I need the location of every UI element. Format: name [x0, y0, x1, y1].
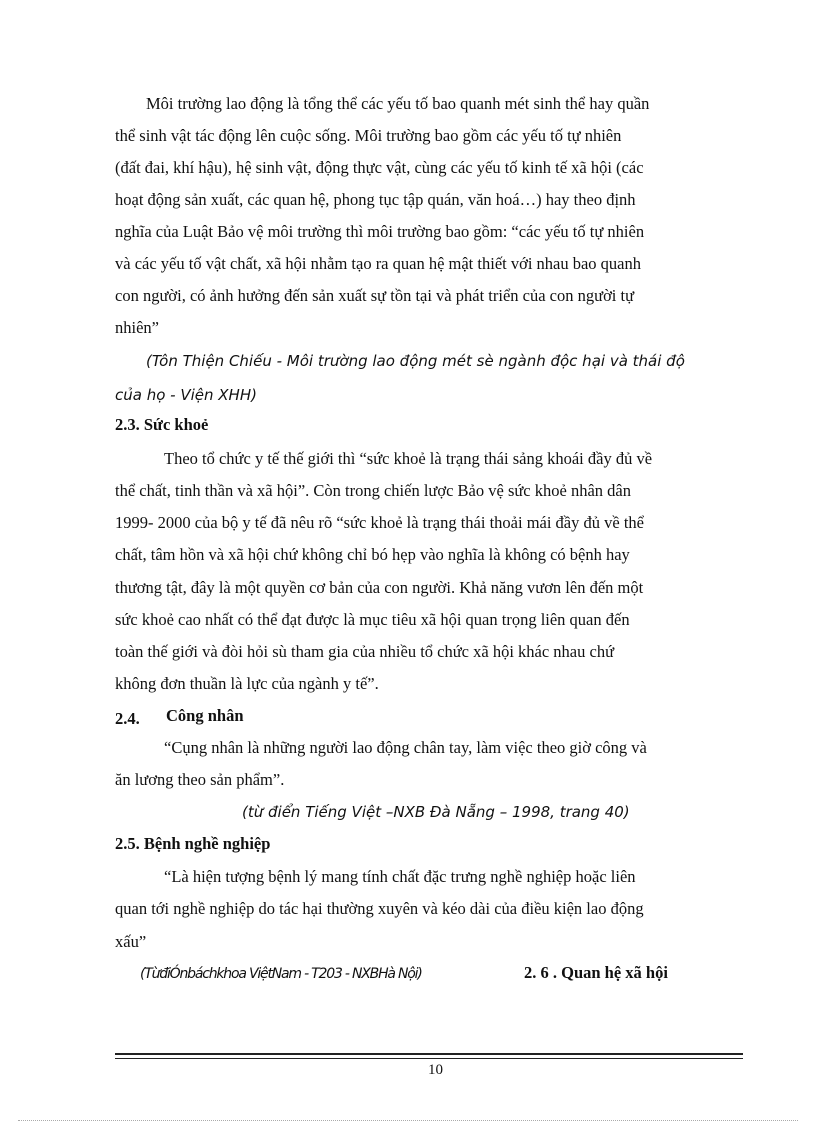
paragraph-line: nghĩa của Luật Bảo vệ môi trường thì môi trường bao gồm: “các yếu tố tự nhiên	[115, 222, 645, 241]
paragraph-line	[115, 126, 768, 146]
section-heading-2-6: 2. 6 . Quan hệ xã hội	[524, 963, 668, 982]
paragraph-line: chất, tâm hồn và xã hội chứ không chỉ bó hẹp vào nghĩa là không có bệnh hay	[115, 545, 630, 564]
paragraph-line: và các yếu tố vật chất, xã hội nhằm tạo ra quan hệ mật thiết với nhau bao quanh	[115, 254, 642, 273]
paragraph-line: “Là hiện tượng bệnh lý mang tính chất đặc trưng nghề nghiệp hoặc liên	[164, 867, 636, 886]
paragraph-line: (đất đai, khí hậu), hệ sinh vật, động thực vật, cùng các yếu tố kinh tế xã hội (các	[115, 158, 644, 177]
paragraph-line: thương tật, đây là một quyền cơ bản của con người. Khả năng vươn lên đến một	[115, 578, 644, 597]
paragraph-line: nhiên”	[115, 318, 159, 337]
page-number: 10	[428, 1062, 443, 1078]
paragraph-line: không đơn thuần là lực của ngành y tế”.	[115, 674, 379, 693]
section-heading-2-4-number: 2.4.	[115, 709, 140, 728]
paragraph-line: 1999- 2000 của bộ y tế đã nêu rõ “sức khoẻ là trạng thái thoải mái đầy đủ về thể	[115, 513, 644, 532]
paragraph-line: hoạt động sản xuất, các quan hệ, phong tục tập quán, văn hoá…) hay theo định	[115, 190, 636, 209]
section-heading-2-5: 2.5. Bệnh nghề nghiệp	[115, 834, 271, 853]
section-heading-2-3: 2.3. Sức khoẻ	[115, 415, 209, 434]
paragraph-line: toàn thế giới và đòi hỏi sù tham gia của nhiều tổ chức xã hội khác nhau chứ	[115, 642, 615, 661]
line-text: thể sinh vật tác động lên cuộc sống. Môi trường bao gồm các yếu tố tự nhiên	[115, 126, 622, 145]
section-heading-2-4-title: Công nhân	[166, 706, 244, 725]
page-bottom-border	[18, 1120, 798, 1121]
citation-line: của họ - Viện XHH)	[115, 386, 257, 404]
footer-rule	[115, 1053, 743, 1055]
footer-rule-thin	[115, 1058, 743, 1059]
paragraph-line: sức khoẻ cao nhất có thể đạt được là mục tiêu xã hội quan trọng liên quan đến	[115, 610, 630, 629]
paragraph-line: “Cụng nhân là những người lao động chân tay, làm việc theo giờ công và	[164, 738, 647, 757]
paragraph-line: quan tới nghề nghiệp do tác hại thường xuyên và kéo dài của điều kiện lao động	[115, 899, 644, 918]
citation-line: (Tôn Thiện Chiếu - Môi trường lao động mét sè ngành độc hại và thái độ	[146, 352, 685, 370]
paragraph-line: ăn lương theo sản phẩm”.	[115, 770, 285, 789]
paragraph-line: con người, có ảnh hưởng đến sản xuất sự tồn tại và phát triển của con người tự	[115, 286, 635, 305]
paragraph-line: xấu”	[115, 932, 147, 951]
paragraph-line: Môi trường lao động là tổng thể các yếu tố bao quanh mét sinh thể hay quần	[146, 94, 650, 113]
citation-line: (TừđiÓnbáchkhoa ViệtNam - T203 - NXBHà Nội)	[140, 966, 422, 982]
citation-line: (từ điển Tiếng Việt –NXB Đà Nẵng – 1998, trang 40)	[242, 803, 630, 821]
paragraph-line: Theo tổ chức y tế thế giới thì “sức khoẻ là trạng thái sảng khoái đầy đủ về	[164, 449, 653, 468]
paragraph-line: thể chất, tinh thần và xã hội”. Còn trong chiến lược Bảo vệ sức khoẻ nhân dân	[115, 481, 631, 500]
